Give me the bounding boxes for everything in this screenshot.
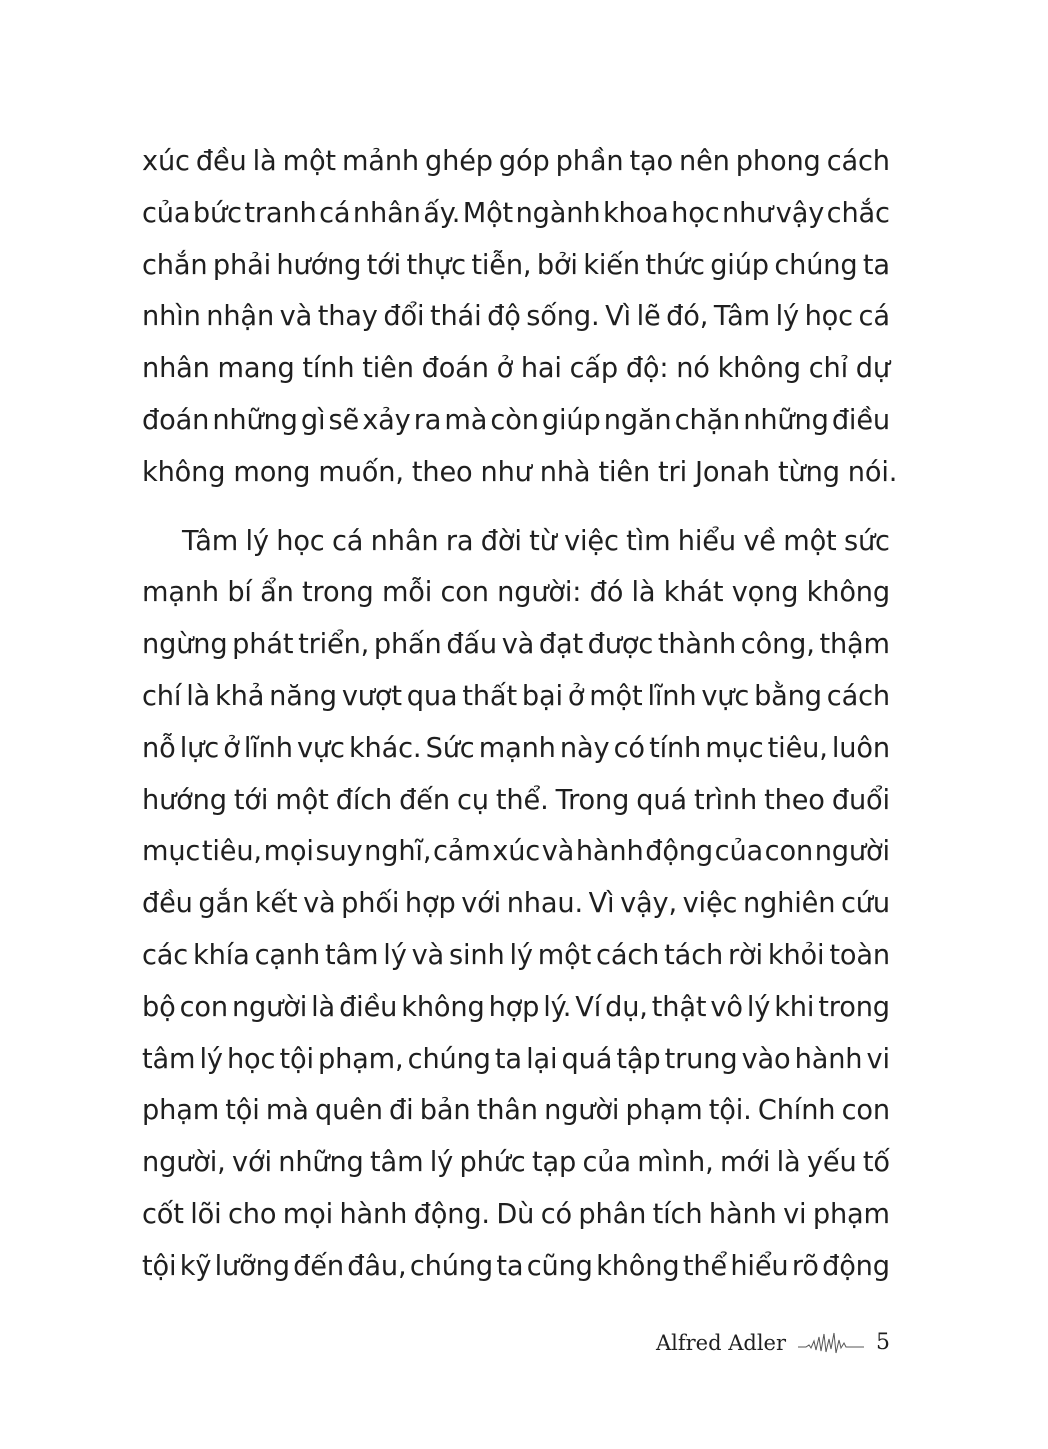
text-line: đều gắn kết và phối hợp với nhau. Vì vậy, việc nghiên cứu: [142, 888, 890, 920]
text-line: xúc đều là một mảnh ghép góp phần tạo nên phong cách: [142, 146, 890, 177]
paragraph: [142, 136, 898, 499]
text-line: người, với những tâm lý phức tạp của mình, mới là yếu tố: [142, 1147, 890, 1179]
text-line: tội kỹ lưỡng đến đâu, chúng ta cũng không thể hiểu rõ động: [142, 1250, 890, 1282]
text-line: Tâm lý học cá nhân ra đời từ việc tìm hiểu về một sức: [182, 525, 890, 557]
text-line: không mong muốn, theo như nhà tiên tri Jonah từng nói.: [142, 456, 898, 488]
paragraph-gap: [142, 499, 890, 516]
text-line: đoán những gì sẽ xảy ra mà còn giúp ngăn chặn những điều: [142, 404, 890, 436]
text-line: chắn phải hướng tới thực tiễn, bởi kiến thức giúp chúng ta: [142, 249, 890, 281]
text-line: cốt lõi cho mọi hành động. Dù có phân tích hành vi phạm: [142, 1198, 890, 1230]
text-line: nhân mang tính tiên đoán ở hai cấp độ: nó không chỉ dự: [142, 353, 890, 385]
author-name: Alfred Adler: [655, 1330, 786, 1355]
page-number: 5: [876, 1330, 890, 1355]
text-line: chí là khả năng vượt qua thất bại ở một lĩnh vực bằng cách: [142, 680, 890, 712]
text-line: mục tiêu, mọi suy nghĩ, cảm xúc và hành động của con người: [142, 836, 890, 868]
text-line: mạnh bí ẩn trong mỗi con người: đó là khát vọng không: [142, 577, 890, 609]
page-footer: [656, 1330, 890, 1355]
text-line: các khía cạnh tâm lý và sinh lý một cách tách rời khỏi toàn: [142, 939, 890, 971]
text-line: nỗ lực ở lĩnh vực khác. Sức mạnh này có tính mục tiêu, luôn: [142, 732, 890, 764]
text-line: bộ con người là điều không hợp lý. Ví dụ, thật vô lý khi trong: [142, 991, 890, 1023]
text-line: hướng tới một đích đến cụ thể. Trong quá trình theo đuổi: [142, 784, 890, 816]
text-line: tâm lý học tội phạm, chúng ta lại quá tập trung vào hành vi: [142, 1043, 890, 1075]
text-line: phạm tội mà quên đi bản thân người phạm tội. Chính con: [142, 1095, 890, 1127]
text-line: ngừng phát triển, phấn đấu và đạt được thành công, thậm: [142, 629, 890, 661]
body-text: [142, 136, 898, 1293]
paragraph: [142, 516, 890, 1293]
text-line: nhìn nhận và thay đổi thái độ sống. Vì lẽ đó, Tâm lý học cá: [142, 301, 890, 333]
heartbeat-line-icon: [798, 1331, 864, 1355]
text-line: của bức tranh cá nhân ấy. Một ngành khoa học như vậy chắc: [142, 197, 890, 229]
